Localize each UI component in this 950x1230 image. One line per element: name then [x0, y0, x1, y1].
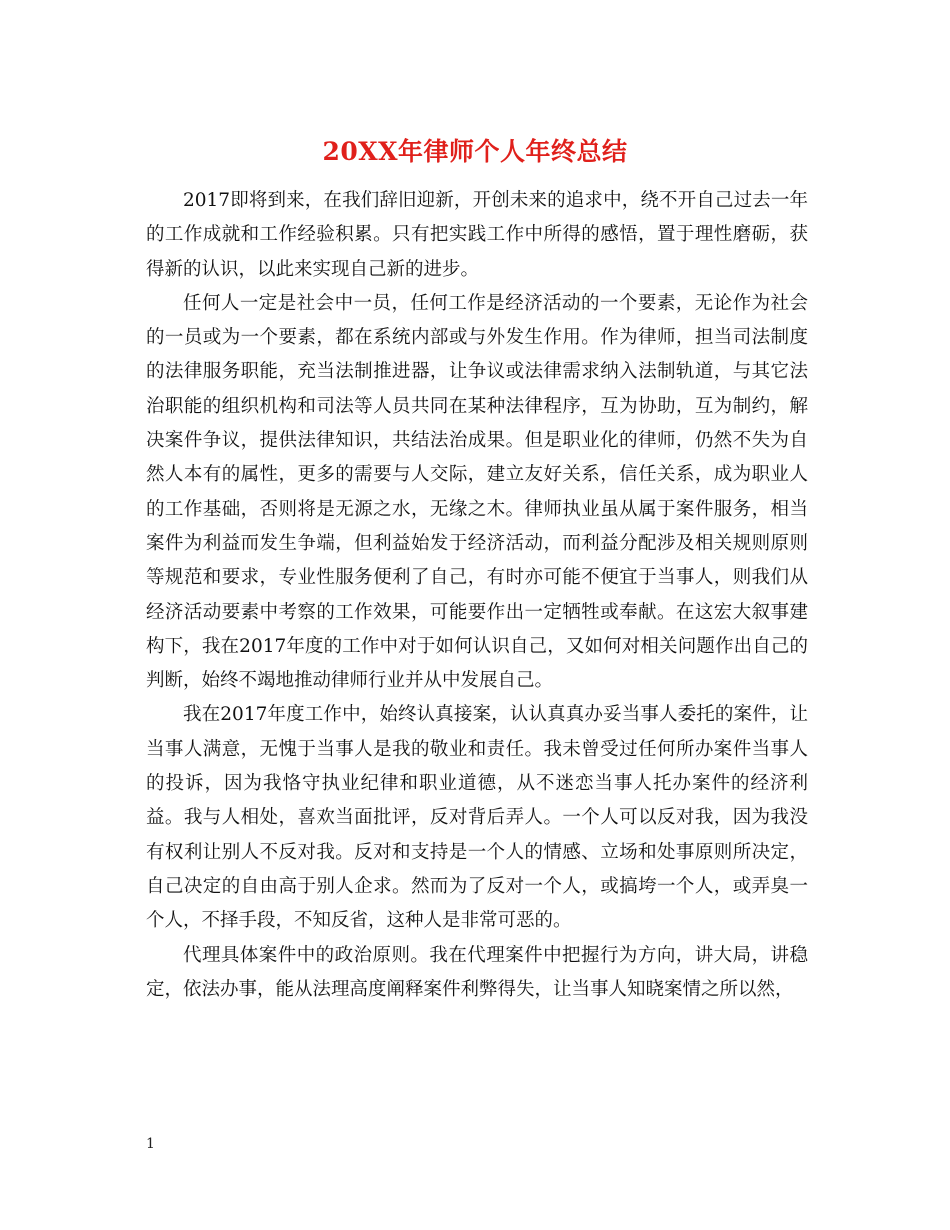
document-body: [146, 184, 808, 1007]
paragraph: 任何人一定是社会中一员，任何工作是经济活动的一个要素，无论作为社会的一员或为一个要素，都在系统内部或与外发生作用。作为律师，担当司法制度的法律服务职能，充当法制推进器，让争议或法律需求纳入法制轨道，与其它法治职能的组织机构和司法等人员共同在某种法律程序，互为协助，互为制约，解决案件争议，提供法律知识，共结法治成果。但是职业化的律师，仍然不失为自然人本有的属性，更多的需要与人交际，建立友好关系，信任关系，成为职业人的工作基础，否则将是无源之水，无缘之木。律师执业虽从属于案件服务，相当案件为利益而发生争端，但利益始发于经济活动，而利益分配涉及相关规则原则等规范和要求，专业性服务便利了自己，有时亦可能不便宜于当事人，则我们从经济活动要素中考察的工作效果，可能要作出一定牺牲或奉献。在这宏大叙事建构下，我在2017年度的工作中对于如何认识自己，又如何对相关问题作出自己的判断，始终不竭地推动律师行业并从中发展自己。: [146, 292, 808, 692]
paragraph: 我在2017年度工作中，始终认真接案，认认真真办妥当事人委托的案件，让当事人满意，无愧于当事人是我的敬业和责任。我未曾受过任何所办案件当事人的投诉，因为我恪守执业纪律和职业道德，从不迷恋当事人托办案件的经济利益。我与人相处，喜欢当面批评，反对背后弄人。一个人可以反对我，因为我没有权利让别人不反对我。反对和支持是一个人的情感、立场和处事原则所决定，自己决定的自由高于别人企求。然而为了反对一个人，或搞垮一个人，或弄臭一个人，不择手段，不知反省，这种人是非常可恶的。: [146, 704, 808, 932]
paragraph: 代理具体案件中的政治原则。我在代理案件中把握行为方向，讲大局，讲稳定，依法办事，能从法理高度阐释案件利弊得失，让当事人知晓案情之所以然，: [146, 944, 808, 1000]
paragraph: 2017即将到来，在我们辞旧迎新，开创未来的追求中，绕不开自己过去一年的工作成就和工作经验积累。只有把实践工作中所得的感悟，置于理性磨砺，获得新的认识，以此来实现自己新的进步。: [146, 190, 808, 280]
page-number: 1: [146, 1136, 155, 1152]
document-title: 20XX年律师个人年终总结: [322, 137, 628, 166]
